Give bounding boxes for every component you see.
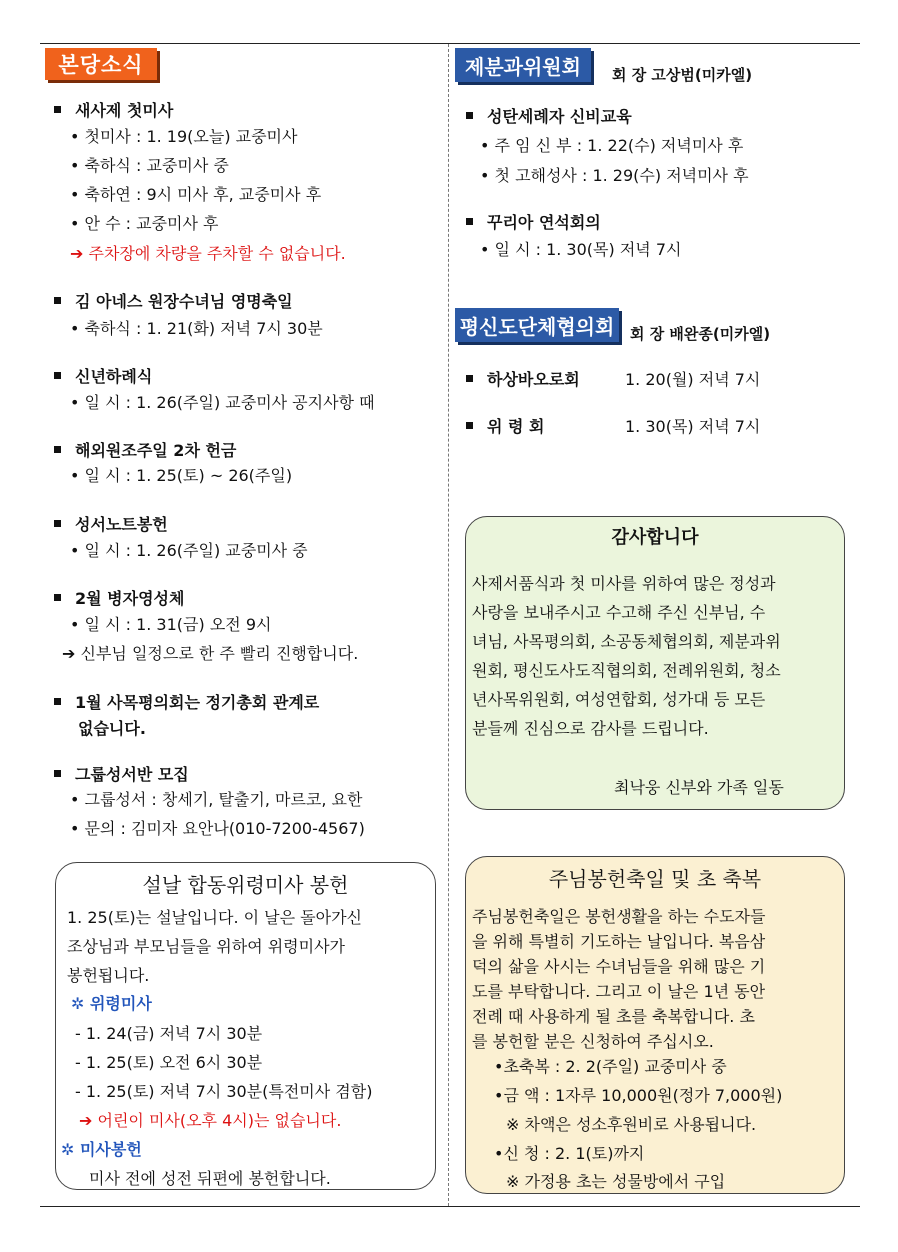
box-title: 주님봉헌축일 및 초 축복	[548, 867, 762, 891]
box-text: 봉헌됩니다.	[67, 966, 150, 985]
mass-time: - 1. 25(토) 저녁 7시 30분(특전미사 겸함)	[75, 1082, 373, 1101]
committee-header: 제분과위원회	[455, 48, 591, 82]
list-item: • 일 시 : 1. 26(주일) 교중미사 중	[70, 541, 308, 560]
candle-blessing-box	[465, 856, 845, 1194]
committee-chair: 회 장 배완종(미카엘)	[630, 325, 771, 343]
box-text: 주님봉헌축일은 봉헌생활을 하는 수도자들	[472, 907, 766, 926]
list-item: • 그룹성서 : 창세기, 탈출기, 마르코, 요한	[70, 790, 363, 809]
section-title: 위 령 회	[466, 414, 545, 437]
list-item: • 주 임 신 부 : 1. 22(수) 저녁미사 후	[480, 136, 744, 155]
box-text: 도를 부탁합니다. 그리고 이 날은 1년 동안	[472, 982, 766, 1001]
note-line: ➔ 어린이 미사(오후 4시)는 없습니다.	[79, 1111, 342, 1130]
box-text: 덕의 삶을 사시는 수녀님들을 위해 많은 기	[472, 957, 766, 976]
list-item: •신 청 : 2. 1(토)까지	[494, 1144, 645, 1163]
committee-header: 평신도단체협의회	[455, 308, 619, 342]
meeting-time: 1. 20(월) 저녁 7시	[625, 370, 761, 389]
list-item: • 축하식 : 교중미사 중	[70, 156, 229, 175]
section-title: 1월 사목평의회는 정기총회 관계로	[54, 690, 319, 713]
list-item: • 일 시 : 1. 30(목) 저녁 7시	[480, 240, 682, 259]
note-line: ➔ 신부님 일정으로 한 주 빨리 진행합니다.	[62, 644, 359, 663]
section-title: 신년하례식	[54, 364, 152, 387]
list-item: • 문의 : 김미자 요안나(010-7200-4567)	[70, 819, 365, 838]
list-item: • 일 시 : 1. 26(주일) 교중미사 공지사항 때	[70, 393, 375, 412]
note-line: ➔ 주차장에 차량을 주차할 수 없습니다.	[70, 244, 346, 263]
section-title: 성서노트봉헌	[54, 512, 168, 535]
box-text: 원회, 평신도사도직협의회, 전례위원회, 청소	[472, 661, 781, 680]
mass-time: - 1. 25(토) 오전 6시 30분	[75, 1053, 263, 1072]
list-item: •금 액 : 1자루 10,000원(정가 7,000원)	[494, 1086, 783, 1105]
list-item: •초축복 : 2. 2(주일) 교중미사 중	[494, 1057, 727, 1076]
box-text: 조상님과 부모님들을 위하여 위령미사가	[67, 937, 346, 956]
section-title: 꾸리아 연석회의	[466, 210, 601, 233]
box-text: 년사목위원회, 여성연합회, 성가대 등 모든	[472, 690, 766, 709]
box-subheading: ✲ 위령미사	[71, 994, 152, 1013]
box-subheading: ✲ 미사봉헌	[61, 1140, 142, 1159]
column-divider	[448, 44, 449, 1206]
box-text: 를 봉헌할 분은 신청하여 주십시오.	[472, 1032, 714, 1051]
section-title: 김 아네스 원장수녀님 영명축일	[54, 289, 293, 312]
list-item: • 안 수 : 교중미사 후	[70, 214, 219, 233]
mass-time: - 1. 24(금) 저녁 7시 30분	[75, 1024, 263, 1043]
note-line: ※ 차액은 성소후원비로 사용됩니다.	[506, 1115, 757, 1134]
memorial-mass-box	[55, 862, 436, 1190]
box-text: 미사 전에 성전 뒤편에 봉헌합니다.	[89, 1169, 331, 1188]
parish-news-header: 본당소식	[45, 48, 157, 80]
section-title: 하상바오로회	[466, 367, 580, 390]
section-title: 해외원조주일 2차 헌금	[54, 438, 236, 461]
list-item: • 일 시 : 1. 31(금) 오전 9시	[70, 615, 272, 634]
section-title: 그룹성서반 모집	[54, 762, 189, 785]
list-item: • 축하식 : 1. 21(화) 저녁 7시 30분	[70, 319, 323, 338]
note-line: ※ 가정용 초는 성물방에서 구입	[506, 1172, 726, 1191]
committee-chair: 회 장 고상범(미카엘)	[612, 66, 753, 84]
box-title: 감사합니다	[611, 527, 699, 548]
list-item: • 첫 고해성사 : 1. 29(수) 저녁미사 후	[480, 166, 749, 185]
section-title: 2월 병자영성체	[54, 586, 184, 609]
meeting-time: 1. 30(목) 저녁 7시	[625, 417, 761, 436]
top-rule	[40, 43, 860, 44]
box-text: 분들께 진심으로 감사를 드립니다.	[472, 719, 709, 738]
list-item: • 첫미사 : 1. 19(오늘) 교중미사	[70, 127, 298, 146]
box-text: 사제서품식과 첫 미사를 위하여 많은 정성과	[472, 574, 776, 593]
section-title: 새사제 첫미사	[54, 98, 173, 121]
box-text: 을 위해 특별히 기도하는 날입니다. 복음삼	[472, 932, 766, 951]
signature: 최낙웅 신부와 가족 일동	[614, 778, 784, 797]
section-title-cont: 없습니다.	[78, 719, 146, 738]
list-item: • 축하연 : 9시 미사 후, 교중미사 후	[70, 185, 322, 204]
box-title: 설날 합동위령미사 봉헌	[142, 873, 349, 897]
box-text: 사랑을 보내주시고 수고해 주신 신부님, 수	[472, 603, 766, 622]
list-item: • 일 시 : 1. 25(토) ~ 26(주일)	[70, 466, 293, 485]
bottom-rule	[40, 1206, 860, 1207]
box-text: 1. 25(토)는 설날입니다. 이 날은 돌아가신	[67, 908, 363, 927]
thanks-box	[465, 516, 845, 810]
box-text: 녀님, 사목평의회, 소공동체협의회, 제분과위	[472, 632, 781, 651]
section-title: 성탄세례자 신비교육	[466, 104, 632, 127]
box-text: 전례 때 사용하게 될 초를 축복합니다. 초	[472, 1007, 755, 1026]
